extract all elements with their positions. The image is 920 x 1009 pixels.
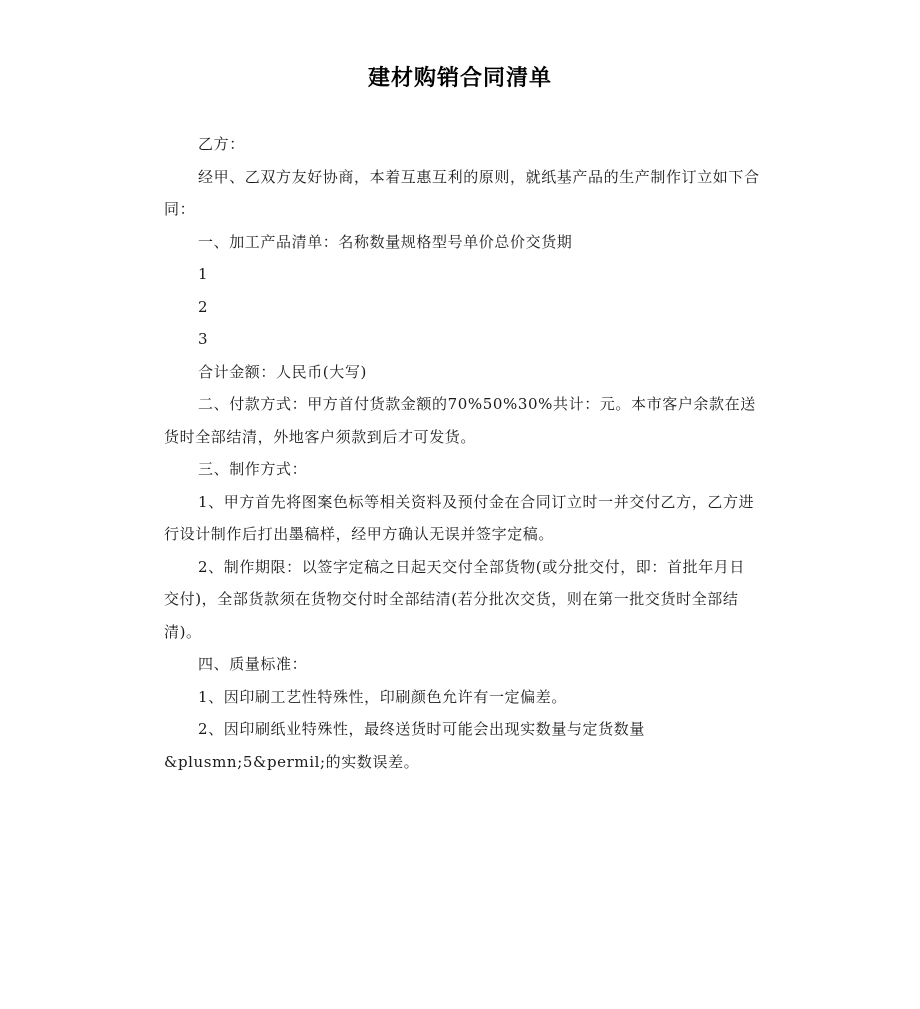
section-2-payment: 二、付款方式：甲方首付货款金额的70%50%30%共计：元。本市客户余款在送货时全部结清，外地客户须款到后才可发货。 — [164, 395, 756, 446]
intro-paragraph: 经甲、乙双方友好协商，本着互惠互利的原则，就纸基产品的生产制作订立如下合同： — [164, 167, 760, 218]
party-b-line: 乙方： — [198, 135, 245, 153]
list-item-3: 3 — [198, 330, 209, 348]
section-4-heading: 四、质量标准： — [198, 655, 308, 673]
document-body — [164, 128, 760, 778]
section-3-heading: 三、制作方式： — [198, 460, 308, 478]
section-4-item-2: 2、因印刷纸业特殊性，最终送货时可能会出现实数量与定货数量 — [198, 720, 645, 738]
list-item-2: 2 — [198, 297, 209, 316]
section-4-item-2-continued: &plusmn;5&permil;的实数误差。 — [164, 752, 420, 771]
section-1-heading: 一、加工产品清单：名称数量规格型号单价总价交货期 — [198, 232, 573, 251]
section-3-item-2: 2、制作期限：以签字定稿之日起天交付全部货物(或分批交付，即：首批年月日交付)，全部货款须在货物交付时全部结清(若分批次交货，则在第一批交货时全部结清)。 — [164, 557, 745, 641]
list-item-1: 1 — [198, 265, 209, 283]
section-3-item-1: 1、甲方首先将图案色标等相关资料及预付金在合同订立时一并交付乙方，乙方进行设计制作后打出墨稿样，经甲方确认无误并签字定稿。 — [164, 492, 755, 543]
document-title: 建材购销合同清单 — [367, 66, 552, 91]
total-amount-line: 合计金额：人民币(大写) — [198, 362, 367, 381]
section-4-item-1: 1、因印刷工艺性特殊性，印刷颜色允许有一定偏差。 — [198, 687, 567, 706]
